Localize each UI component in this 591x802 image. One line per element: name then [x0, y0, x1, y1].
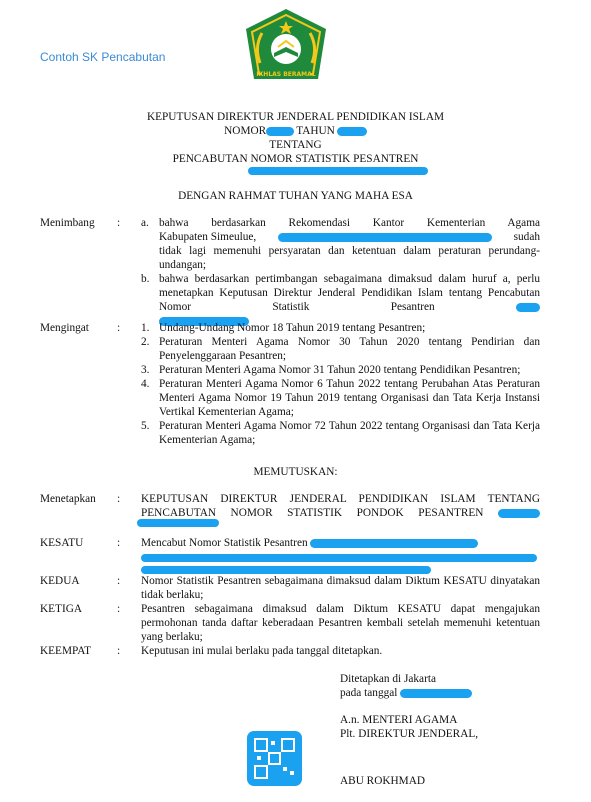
signature-date: pada tanggal	[340, 686, 472, 700]
redaction-mark	[266, 127, 294, 136]
keempat-label: KEEMPAT	[40, 645, 92, 657]
redaction-mark	[400, 689, 472, 698]
signatory-name: ABU ROKHMAD	[340, 775, 426, 787]
ketiga-label: KETIGA	[40, 603, 83, 615]
nomor-label: NOMOR	[224, 125, 267, 137]
mengingat-item-5: 5. Peraturan Menteri Agama Nomor 72 Tahun 2022 tentang Organisasi dan Tata Kerja Kementerian Agama;	[141, 420, 540, 446]
mengingat-item-2: 2. Peraturan Menteri Agama Nomor 30 Tahun 2020 tentang Pendirian dan Penyelenggaraan Pesantren;	[141, 336, 540, 362]
redaction-mark	[337, 127, 367, 136]
redaction-mark	[516, 303, 540, 312]
redaction-mark	[310, 539, 478, 548]
kesatu-label: KESATU	[40, 537, 84, 549]
signature-place: Ditetapkan di Jakarta	[340, 673, 436, 685]
mengingat-item-4: 4. Peraturan Menteri Agama Nomor 6 Tahun 2022 tentang Perubahan Atas Peraturan Menteri Agama Nomor 19 Tahun 2019 tentang Organisasi dan Tata Kerja Instansi Vertikal Kementerian Agama;	[141, 378, 540, 418]
menimbang-item-a: a. bahwa berdasarkan Rekomendasi Kantor Kementerian Agama Kabupaten Simeulue, sudah tidak lagi memenuhi persyaratan dan ketentuan dalam peraturan perundang-undangan;	[141, 217, 540, 271]
kemenag-emblem-logo	[238, 7, 334, 91]
tahun-label: TAHUN	[296, 125, 335, 137]
kedua-label: KEDUA	[40, 575, 80, 587]
menimbang-label: Menimbang	[40, 217, 95, 229]
mengingat-item-1: 1. Undang-Undang Nomor 18 Tahun 2019 tentang Pesantren;	[141, 322, 426, 334]
decree-title: KEPUTUSAN DIREKTUR JENDERAL PENDIDIKAN ISLAM	[146, 111, 445, 123]
mengingat-item-3: 3. Peraturan Menteri Agama Nomor 31 Tahun 2020 tentang Pendidikan Pesantren;	[141, 364, 521, 376]
redaction-mark	[137, 519, 219, 527]
signature-plt: Plt. DIREKTUR JENDERAL,	[340, 728, 479, 740]
mengingat-label: Mengingat	[40, 322, 89, 334]
sample-label: Contoh SK Pencabutan	[40, 50, 166, 64]
redaction-mark	[498, 509, 540, 518]
decree-number-line	[0, 124, 591, 138]
memutuskan-heading: MEMUTUSKAN:	[253, 466, 338, 478]
redaction-mark	[278, 233, 492, 242]
redaction-mark	[248, 167, 428, 175]
tentang-heading: TENTANG	[269, 139, 322, 151]
menimbang-item-b: b. bahwa berdasarkan pertimbangan sebagaimana dimaksud dalam huruf a, perlu menetapkan Keputusan Direktur Jenderal Pendidikan Islam tentang Pencabutan Nomor Statistik Pesantren	[141, 272, 540, 328]
emblem-motto: IKHLAS BERAMAL	[256, 71, 316, 78]
menetapkan-label: Menetapkan	[40, 493, 96, 505]
redaction-mark	[141, 554, 537, 562]
rahmat-heading: DENGAN RAHMAT TUHAN YANG MAHA ESA	[178, 190, 413, 202]
qr-pattern	[247, 731, 302, 786]
decree-subject: PENCABUTAN NOMOR STATISTIK PESANTREN	[172, 153, 419, 165]
qr-code-redacted	[247, 731, 302, 786]
signature-an: A.n. MENTERI AGAMA	[340, 714, 458, 726]
